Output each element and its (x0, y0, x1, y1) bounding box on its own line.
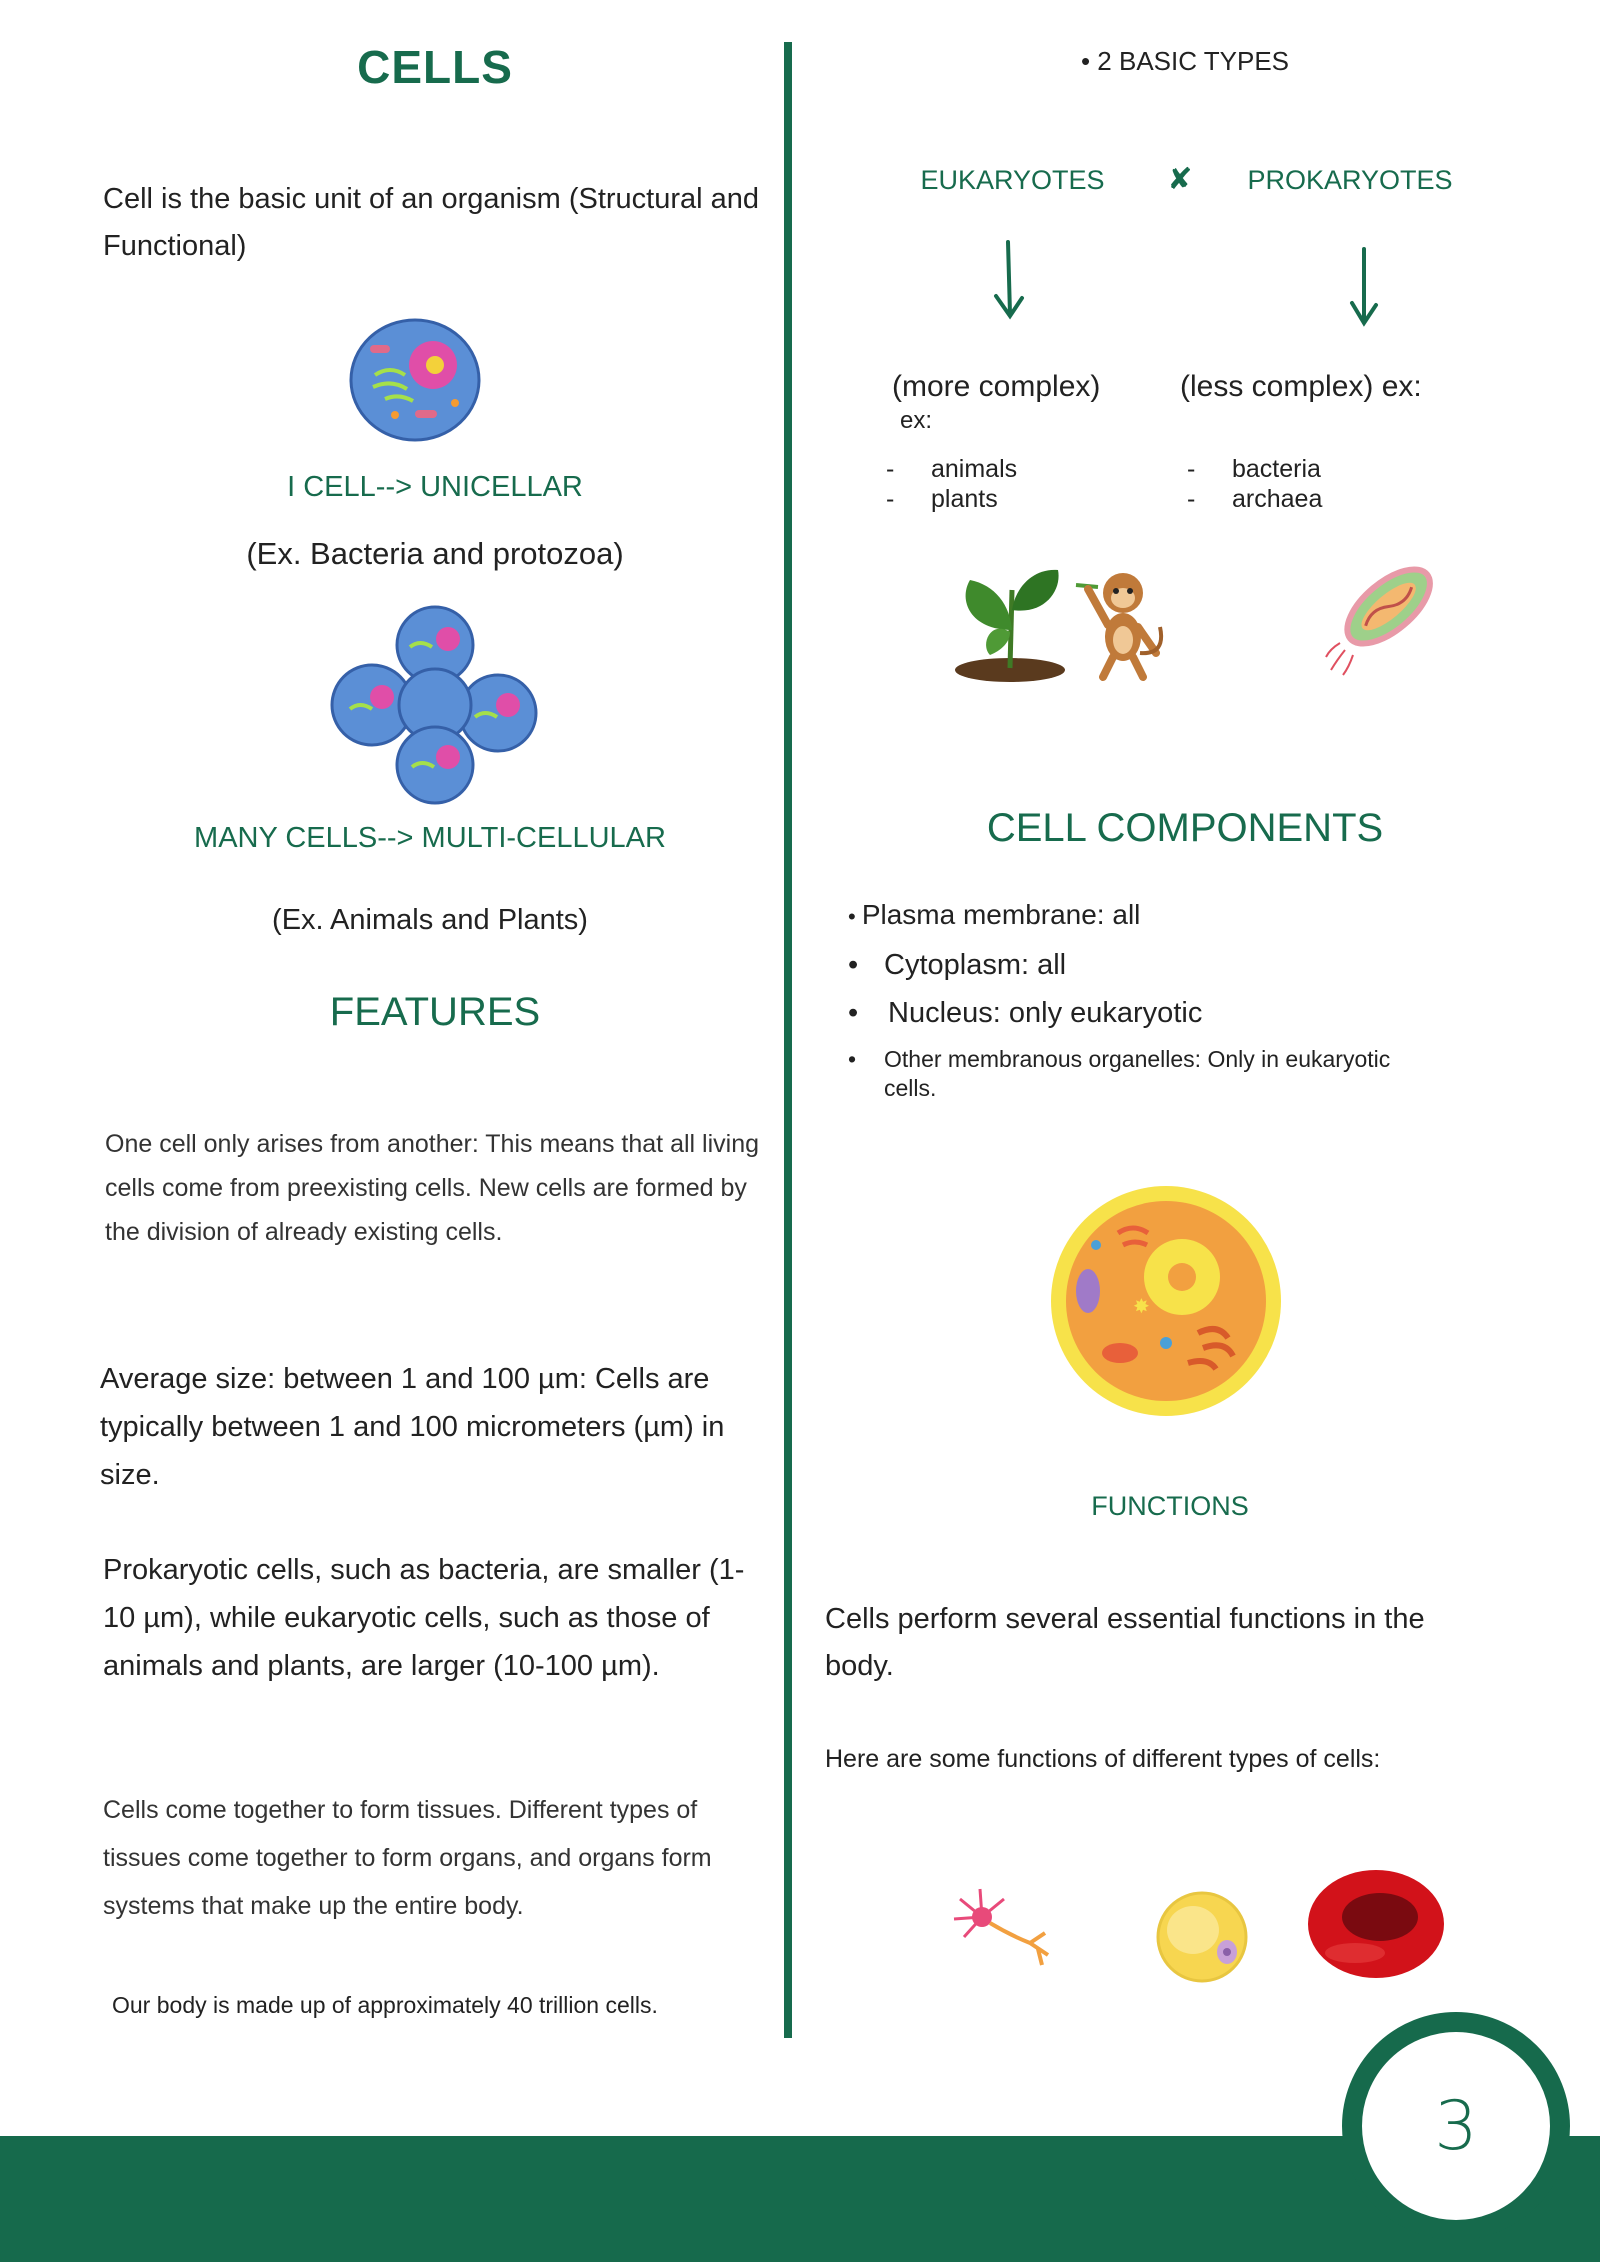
components-title: CELL COMPONENTS (986, 806, 1384, 850)
multicellular-example: (Ex. Animals and Plants) (272, 904, 588, 936)
svg-text:✸: ✸ (1133, 1296, 1150, 1318)
feature-cell-types-size: Prokaryotic cells, such as bacteria, are smaller (1-10 µm), while eukaryotic cells, such as those of animals and plants, are larger (10-100 µm). (103, 1554, 745, 1682)
versus-icon: ✘ (1167, 163, 1193, 196)
page-number: 3 (1342, 2012, 1570, 2240)
feature-size: Average size: between 1 and 100 µm: Cells are typically between 1 and 100 micrometers (µm) in size. (100, 1363, 725, 1491)
list-item: - animals (886, 454, 1126, 484)
prokaryotes-description: (less complex) ex: (1180, 370, 1422, 403)
list-item: • Cytoplasm: all (848, 949, 1067, 981)
bacterium-icon (1325, 555, 1450, 680)
list-item: • Nucleus: only eukaryotic (848, 997, 1203, 1029)
functions-intro: Cells perform several essential functions in the body. (825, 1603, 1425, 1682)
page-title: CELLS (357, 41, 513, 93)
feature-tissues: Cells come together to form tissues. Different types of tissues come together to form organs, and organs form systems that make up the entire body. (103, 1796, 712, 1920)
list-item: • Other membranous organelles: Only in eukaryotic cells. (848, 1046, 1391, 1101)
prokaryotes-examples (1187, 454, 1427, 514)
features-title: FEATURES (329, 990, 541, 1034)
unicellular-example: (Ex. Bacteria and protozoa) (246, 536, 624, 571)
column-divider (784, 42, 792, 2038)
monkey-icon (1068, 565, 1168, 685)
cell-definition: Cell is the basic unit of an organism (Structural and Functional) (103, 183, 760, 262)
list-item: • Plasma membrane: all (848, 899, 1141, 930)
list-item: - bacteria (1187, 454, 1427, 484)
feature-body-cells: Our body is made up of approximately 40 trillion cells. (112, 1992, 658, 2018)
feature-origin: One cell only arises from another: This means that all living cells come from preexisting cells. New cells are formed by the division of already existing cells. (105, 1130, 760, 1246)
arrow-down-icon (1344, 245, 1384, 330)
components-list (848, 899, 1488, 1103)
eukaryotic-cell-icon (1048, 1183, 1284, 1419)
types-heading: • 2 BASIC TYPES (1080, 46, 1290, 76)
red-blood-cell-icon (1305, 1867, 1447, 1982)
cell-cluster-icon (330, 605, 540, 805)
eukaryotes-examples (886, 454, 1126, 514)
unicellular-label: I CELL--> UNICELLAR (287, 471, 583, 503)
functions-subheading: Here are some functions of different types of cells: (825, 1745, 1381, 1773)
animal-cell-icon (345, 315, 485, 445)
multicellular-label: MANY CELLS--> MULTI-CELLULAR (194, 822, 666, 854)
eukaryotes-description: (more complex) (892, 370, 1101, 403)
eukaryotes-example-label: ex: (900, 407, 933, 434)
list-item: - archaea (1187, 484, 1427, 514)
functions-title: FUNCTIONS (1091, 1491, 1249, 1521)
list-item: - plants (886, 484, 1126, 514)
plant-sprout-icon (950, 560, 1075, 685)
neuron-icon (950, 1885, 1058, 1970)
prokaryotes-label: PROKARYOTES (1247, 165, 1453, 195)
fat-cell-icon (1155, 1890, 1250, 1985)
arrow-down-icon (990, 238, 1030, 323)
eukaryotes-label: EUKARYOTES (920, 165, 1105, 195)
